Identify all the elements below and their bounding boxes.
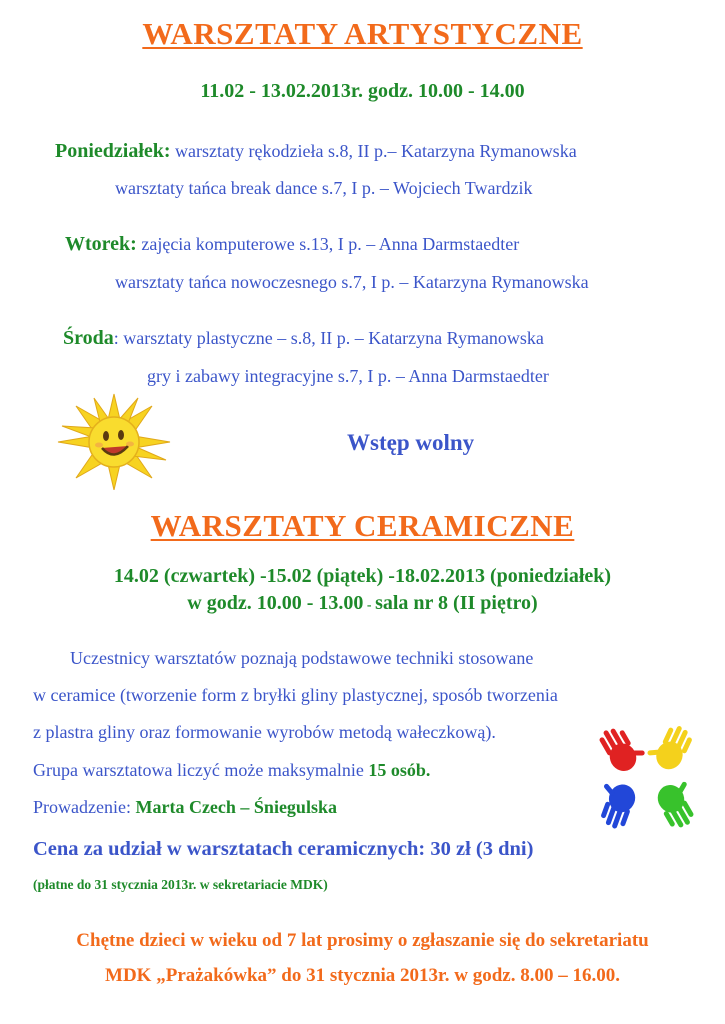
wednesday-activity-2: gry i zabawy integracyjne s.7, I p. – Anna Darmstaedter [147, 366, 549, 386]
ceramic-hours: w godz. 10.00 - 13.00 [187, 592, 364, 614]
wednesday-line-1 [63, 327, 544, 350]
ceramic-price: Cena za udział w warsztatach ceramicznych: 30 zł (3 dni) [33, 838, 534, 860]
group-size-line [33, 760, 430, 781]
ceramic-desc-2: w ceramice (tworzenie form z bryłki gliny plastycznej, sposób tworzenia [33, 685, 558, 705]
ceramic-dates: 14.02 (czwartek) -15.02 (piątek) -18.02.2013 (poniedziałek) [113, 565, 612, 587]
ceramic-desc-3: z plastra gliny oraz formowanie wyrobów metodą wałeczkową). [33, 722, 496, 742]
free-entry: Wstęp wolny [347, 430, 475, 455]
ceramic-desc-1: Uczestnicy warsztatów poznają podstawowe techniki stosowane [70, 648, 534, 668]
wednesday-activity-1: warsztaty plastyczne – s.8, II p. – Katarzyna Rymanowska [118, 328, 544, 348]
tuesday-activity-1: zajęcia komputerowe s.13, I p. – Anna Darmstaedter [136, 234, 520, 254]
ceramic-payment-note: (płatne do 31 stycznia 2013r. w sekretariacie MDK) [33, 877, 328, 892]
lead-label: Prowadzenie: [33, 797, 136, 817]
ceramic-title: WARSZTATY CERAMICZNE [150, 508, 575, 543]
monday-activity-2: warsztaty tańca break dance s.7, I p. – Wojciech Twardzik [115, 178, 533, 198]
footer-line-1: Chętne dzieci w wieku od 7 lat prosimy o zgłaszanie się do sekretariatu [76, 930, 649, 951]
footer-line-2: MDK „Prażakówka” do 31 stycznia 2013r. w godz. 8.00 – 16.00. [105, 965, 620, 986]
group-size-number: 15 osób. [368, 760, 431, 780]
sun-icon [52, 390, 172, 490]
lead-name: Marta Czech – Śniegulska [135, 797, 337, 817]
art-title: WARSZTATY ARTYSTYCZNE [142, 16, 583, 51]
wednesday-colon: : [113, 328, 119, 348]
tuesday-label: Wtorek: [65, 233, 137, 255]
hands-icon [590, 722, 705, 834]
group-size-text: Grupa warsztatowa liczyć może maksymalnie [33, 760, 369, 780]
monday-line-1 [55, 140, 577, 163]
monday-activity-1: warsztaty rękodzieła s.8, II p.– Katarzyna Rymanowska [170, 141, 577, 161]
tuesday-activity-2: warsztaty tańca nowoczesnego s.7, I p. – Katarzyna Rymanowska [115, 272, 589, 292]
monday-label: Poniedziałek: [55, 140, 171, 162]
tuesday-line-1 [65, 233, 519, 256]
lead-line [33, 797, 337, 818]
ceramic-room: sala nr 8 (II piętro) [375, 592, 538, 614]
art-dates: 11.02 - 13.02.2013r. godz. 10.00 - 14.00 [200, 80, 525, 102]
ceramic-hours-line [0, 592, 725, 615]
wednesday-label: Środa [63, 327, 114, 349]
ceramic-separator: - [363, 598, 376, 613]
